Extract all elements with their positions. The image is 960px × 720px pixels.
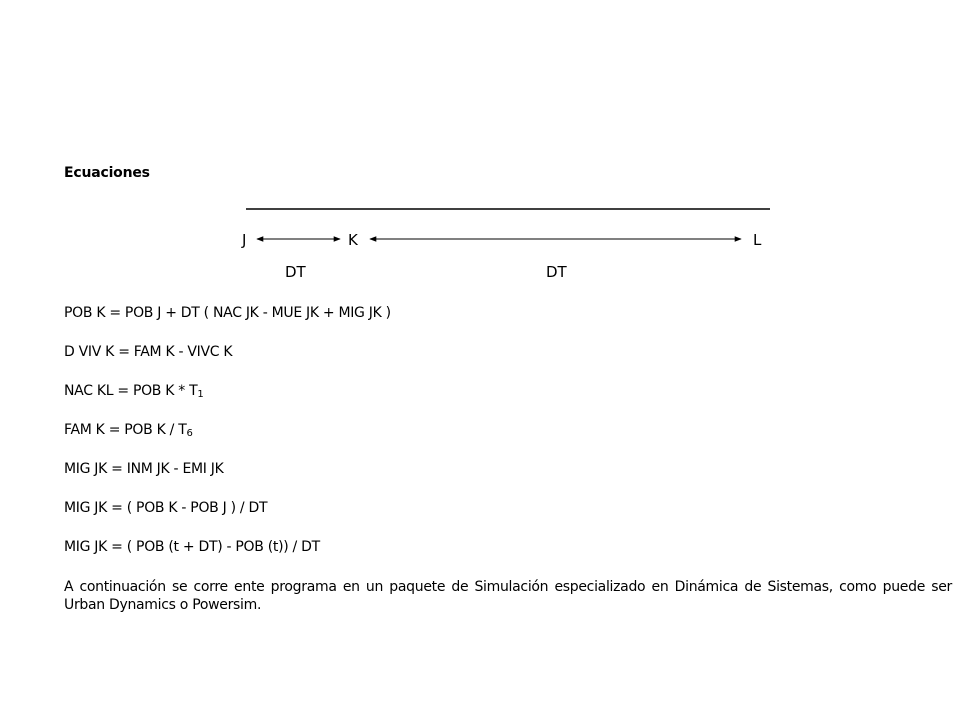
time-diagram (0, 0, 960, 300)
equation-pob (64, 305, 391, 321)
equation-text: NAC KL = POB K * T (64, 383, 198, 399)
equation-fam (64, 422, 193, 438)
equation-text: FAM K = POB K / T (64, 422, 187, 438)
equation-dviv (64, 344, 232, 360)
equation-subscript: 1 (197, 389, 204, 400)
equation-text: MIG JK = INM JK - EMI JK (64, 461, 224, 477)
equation-mig-2 (64, 500, 267, 516)
point-label-l: L (753, 231, 762, 249)
equation-text: MIG JK = ( POB (t + DT) - POB (t)) / DT (64, 539, 320, 555)
point-label-k: K (348, 231, 358, 249)
section-heading: Ecuaciones (64, 165, 150, 181)
equation-nac (64, 383, 203, 399)
equation-mig-1 (64, 461, 223, 477)
equation-text: MIG JK = ( POB K - POB J ) / DT (64, 500, 268, 516)
interval-label-kl: DT (546, 263, 567, 281)
point-label-j: J (242, 231, 247, 249)
equation-subscript: 6 (186, 428, 193, 439)
equation-text: POB K = POB J + DT ( NAC JK - MUE JK + MIG JK ) (64, 305, 391, 321)
interval-label-jk: DT (285, 263, 306, 281)
equation-mig-3 (64, 539, 320, 555)
closing-paragraph: A continuación se corre ente programa en un paquete de Simulación especializado en Dinámica de Sistemas, como puede ser Urban Dynamics o Powersim. (64, 579, 952, 613)
equation-text: D VIV K = FAM K - VIVC K (64, 344, 233, 360)
